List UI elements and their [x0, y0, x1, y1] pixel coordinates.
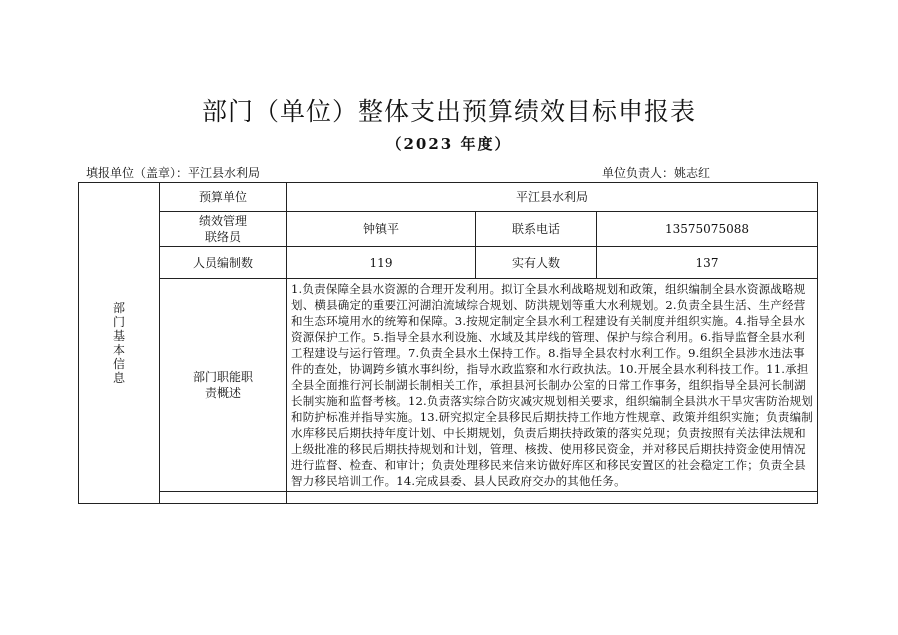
empty-cell: [287, 492, 818, 504]
table-row: [79, 492, 818, 504]
duties-label: 部门职能职责概述: [160, 279, 287, 492]
page-title: 部门（单位）整体支出预算绩效目标申报表: [201, 97, 696, 126]
phone-value: 13575075088: [597, 212, 818, 247]
phone-label: 联系电话: [476, 212, 597, 247]
budget-unit-label: 预算单位: [160, 183, 287, 212]
table-row: [79, 183, 818, 212]
duties-text: 1.负责保障全县水资源的合理开发利用。拟订全县水利战略规划和政策，组织编制全县水资源战略规划、横县确定的重要江河湖泊流域综合规划、防洪规划等重大水利规划。2.负责全县生活、生产经营和生态环境用水的统筹和保障。3.按规定制定全县水利工程建设有关制度并组织实施。4.指导全县水资源保护工作。5.指导全县水利设施、水域及其岸线的管理、保护与综合利用。6.指导监督全县水利工程建设与运行管理。7.负责全县水土保持工作。8.指导全县农村水利工作。9.组织全县涉水违法事件的查处，协调跨乡镇水事纠纷，指导水政监察和水行政执法。10.开展全县水利科技工作。11.承担全县全面推行河长制湖长制相关工作，承担县河长制办公室的日常工作事务，组织指导全县河长制湖长制实施和监督考核。12.负责落实综合防灾减灾规划相关要求，组织编制全县洪水干旱灾害防治规划和防护标准并指导实施。13.研究拟定全县移民后期扶持工作地方性规章、政策并组织实施；负责编制水库移民后期扶持年度计划、中长期规划，负责后期扶持政策的落实兑现；负责按照有关法律法规和上级批准的移民后期扶持规划和计划，管理、核拨、使用移民资金，并对移民后期扶持资金使用情况进行监督、检查、和审计；负责处理移民来信来访做好库区和移民安置区的社会稳定工作；负责全县智力移民培训工作。14.完成县委、县人民政府交办的其他任务。: [287, 279, 818, 492]
budget-unit-value: 平江县水利局: [287, 183, 818, 212]
actual-count-value: 137: [597, 247, 818, 279]
table-row: [79, 247, 818, 279]
empty-cell: [160, 492, 287, 504]
actual-count-label: 实有人数: [476, 247, 597, 279]
fill-unit-label: 填报单位（盖章）：平江县水利局: [86, 166, 261, 180]
section-label-cell: [79, 183, 160, 504]
contact-label: 绩效管理联络员: [160, 212, 287, 247]
table-row: [79, 212, 818, 247]
year-subtitle: （2023 年度）: [386, 135, 512, 153]
staff-quota-value: 119: [287, 247, 476, 279]
contact-value: 钟镇平: [287, 212, 476, 247]
unit-leader-label: 单位负责人：姚志红: [602, 166, 711, 180]
section-label: 部门基本信息: [112, 300, 125, 385]
form-table: [78, 182, 818, 504]
staff-quota-label: 人员编制数: [160, 247, 287, 279]
table-row: [79, 279, 818, 492]
